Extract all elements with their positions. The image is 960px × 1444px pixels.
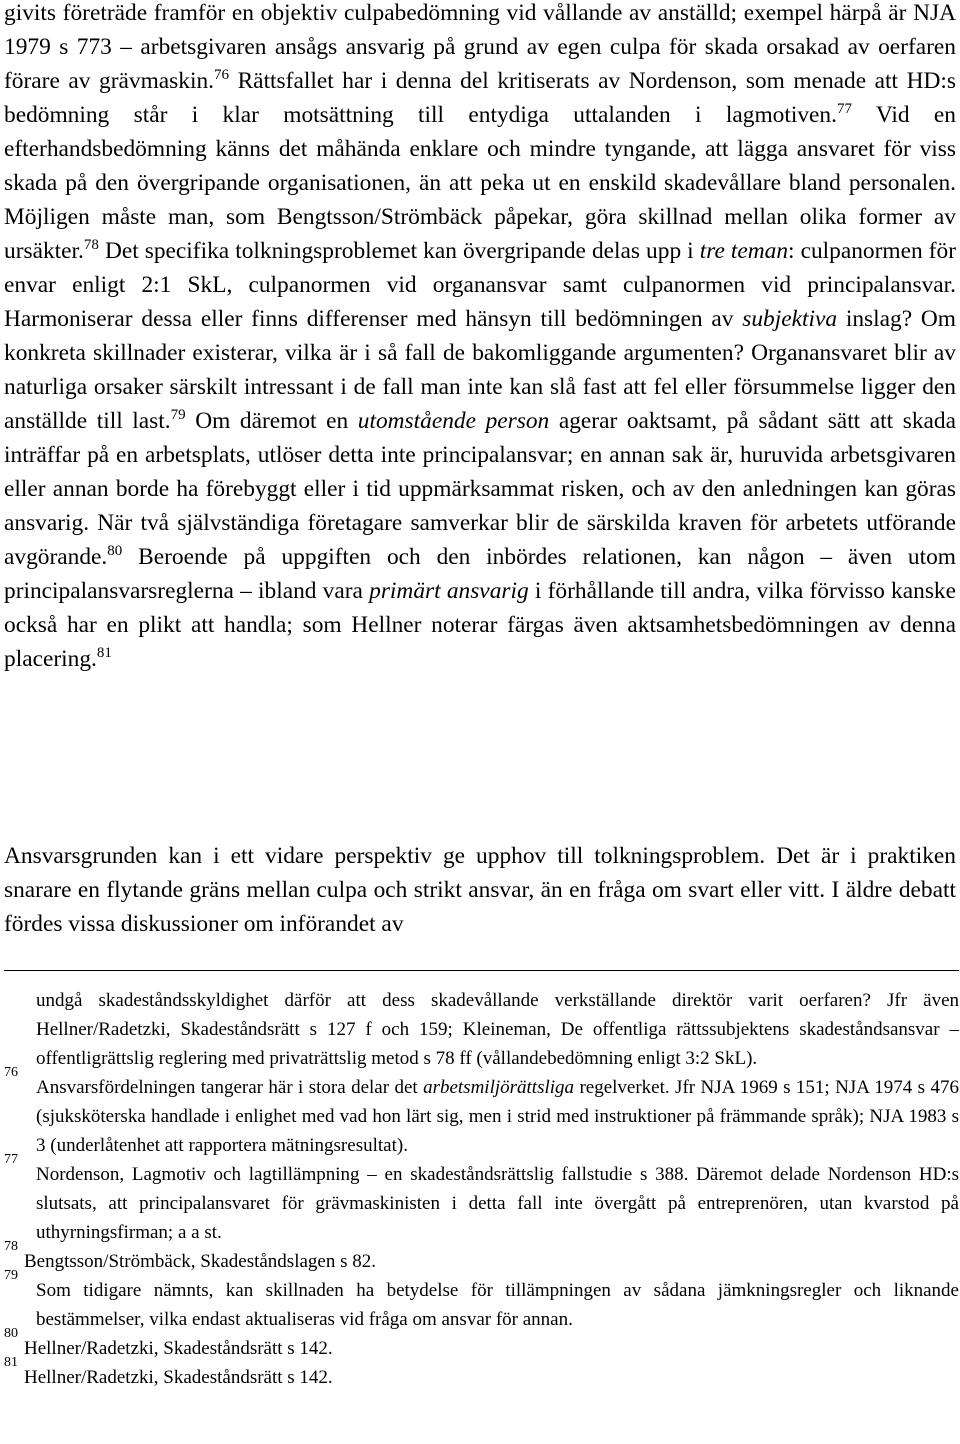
text-segment: : culpanormen för envar enligt 2:1 SkL, culpanormen vid organansvar samt culpanormen vid principalansvar. Harmoniserar dessa eller finns differenser med hänsyn till bedömningen av xyxy=(4,238,956,332)
footnote-text: Bengtsson/Strömbäck, Skadeståndslagen s 82. xyxy=(24,1251,376,1272)
italic-term: arbetsmiljörättsliga xyxy=(423,1077,575,1098)
footnote-separator xyxy=(4,970,959,971)
footnote-ref-78[interactable]: 78 xyxy=(83,237,99,253)
italic-term: utomstående person xyxy=(357,408,550,434)
footnote-ref-81[interactable]: 81 xyxy=(96,645,112,661)
text-segment: Beroende på uppgiften och den inbördes relationen, kan någon – även utom principalansvarsreglerna – ibland vara xyxy=(4,544,956,604)
footnote-ref-77[interactable]: 77 xyxy=(836,101,852,117)
footnote-number: 77 xyxy=(4,1152,18,1167)
italic-term: subjektiva xyxy=(742,306,838,332)
footnote-text: regelverket. Jfr NJA 1969 s 151; NJA 1974 s 476 (sjuksköterska handlade i enlighet med vad hon lärt sig, men i strid med instruktioner på främmande språk); NJA 1983 s 3 (underlåtenhet att rapportera mätningsresultat). xyxy=(36,1077,959,1156)
footnote-79 xyxy=(4,1268,959,1334)
footnote-76 xyxy=(4,1065,959,1160)
text-segment: agerar oaktsamt, på sådant sätt att skada inträffar på en arbetsplats, utlöser detta inte principalansvar; en annan sak är, huruvida arbetsgivaren eller annan borde ha förebyggt eller i tid uppmärksammat risken, och av den anledningen kan göras ansvarig. När två självständiga företagare samverkar blir de särskilda kraven för arbetets utförande avgörande. xyxy=(4,408,956,570)
text-segment: givits företräde framför en objektiv culpabedömning vid vållande av anställd; exempel härpå är NJA 1979 s 773 – arbetsgivaren ansågs ansvarig på grund av egen culpa för skada orsakad av oerfaren förare av grävmaskin. xyxy=(4,0,956,94)
footnote-81 xyxy=(4,1355,959,1392)
footnote-text: Hellner/Radetzki, Skadeståndsrätt s 142. xyxy=(24,1367,333,1388)
footnote-number: 76 xyxy=(4,1065,18,1080)
footnote-text: Hellner/Radetzki, Skadeståndsrätt s 142. xyxy=(24,1338,333,1359)
footnote-continuation: undgå skadeståndsskyldighet därför att dess skadevållande verkställande direktör varit oerfaren? Jfr även Hellner/Radetzki, Skadeståndsrätt s 127 f och 159; Kleineman, De offentliga rättssubjektens skadeståndsansvar – offentligrättslig reglering med privaträttslig metod s 78 ff (vållandebedömning enligt 3:2 SkL). xyxy=(36,990,959,1069)
footnote-text: Ansvarsfördelningen tangerar här i stora delar det xyxy=(36,1077,424,1098)
footnote-text: Som tidigare nämnts, kan skillnaden ha betydelse för tillämpningen av sådana jämkningsregler och liknande bestämmelser, vilka endast aktualiseras vid fråga om ansvar för annan. xyxy=(36,1280,959,1330)
italic-term: tre teman xyxy=(699,238,789,264)
text-segment: Vid en efterhandsbedömning känns det måhända enklare och mindre tyngande, att lägga ansvaret för viss skada på den övergripande organisationen, än att peka ut en enskild skadevållare bland personalen. Möjligen måste man, som Bengtsson/Strömbäck påpekar, göra skillnad mellan olika former av ursäkter. xyxy=(4,102,957,264)
italic-term: primärt ansvarig xyxy=(369,578,529,604)
paragraph-text xyxy=(4,0,956,676)
body-paragraph-2 xyxy=(4,839,956,941)
paragraph-text: Ansvarsgrunden kan i ett vidare perspektiv ge upphov till tolkningsproblem. Det är i praktiken snarare en flytande gräns mellan culpa och strikt ansvar, än en fråga om svart eller vitt. I äldre debatt fördes vissa diskussioner om införandet av xyxy=(4,843,956,937)
footnote-77 xyxy=(4,1152,959,1247)
footnote-80 xyxy=(4,1326,959,1363)
footnote-ref-76[interactable]: 76 xyxy=(214,67,230,83)
text-segment: i förhållande till andra, vilka förvisso kanske också har en plikt att handla; som Hellner noterar färgas även aktsamhetsbedömningen av denna placering. xyxy=(4,578,956,672)
footnote-ref-80[interactable]: 80 xyxy=(107,543,123,559)
footnote-number: 80 xyxy=(4,1326,18,1341)
footnote-78 xyxy=(4,1239,959,1276)
text-segment: Rättsfallet har i denna del kritiserats av Nordenson, som menade att HD:s bedömning står i klar motsättning till entydiga uttalanden i lagmotiven. xyxy=(4,68,957,128)
footnote-number: 79 xyxy=(4,1268,18,1283)
footnote-number: 78 xyxy=(4,1239,18,1254)
text-segment: inslag? Om konkreta skillnader existerar, vilka är i så fall de bakomliggande argumenten? Organansvaret blir av naturliga orsaker särskilt intressant i de fall man inte kan slå fast att fel eller försummelse ligger den anställde till last. xyxy=(4,306,956,434)
text-segment: Det specifika tolkningsproblemet kan övergripande delas upp i xyxy=(98,238,700,264)
footnote-text: Nordenson, Lagmotiv och lagtillämpning – en skadeståndsrättslig fallstudie s 388. Däremot delade Nordenson HD:s slutsats, att principalansvaret för grävmaskinisten i detta fall inte övergått på entreprenören, utan kvarstod på uthyrningsfirman; a a st. xyxy=(36,1164,959,1243)
footnote-ref-79[interactable]: 79 xyxy=(170,407,186,423)
body-paragraph-1 xyxy=(4,0,956,676)
footnotes-section xyxy=(4,986,959,1392)
text-segment: Om däremot en xyxy=(185,408,358,434)
footnote-number: 81 xyxy=(4,1355,18,1370)
